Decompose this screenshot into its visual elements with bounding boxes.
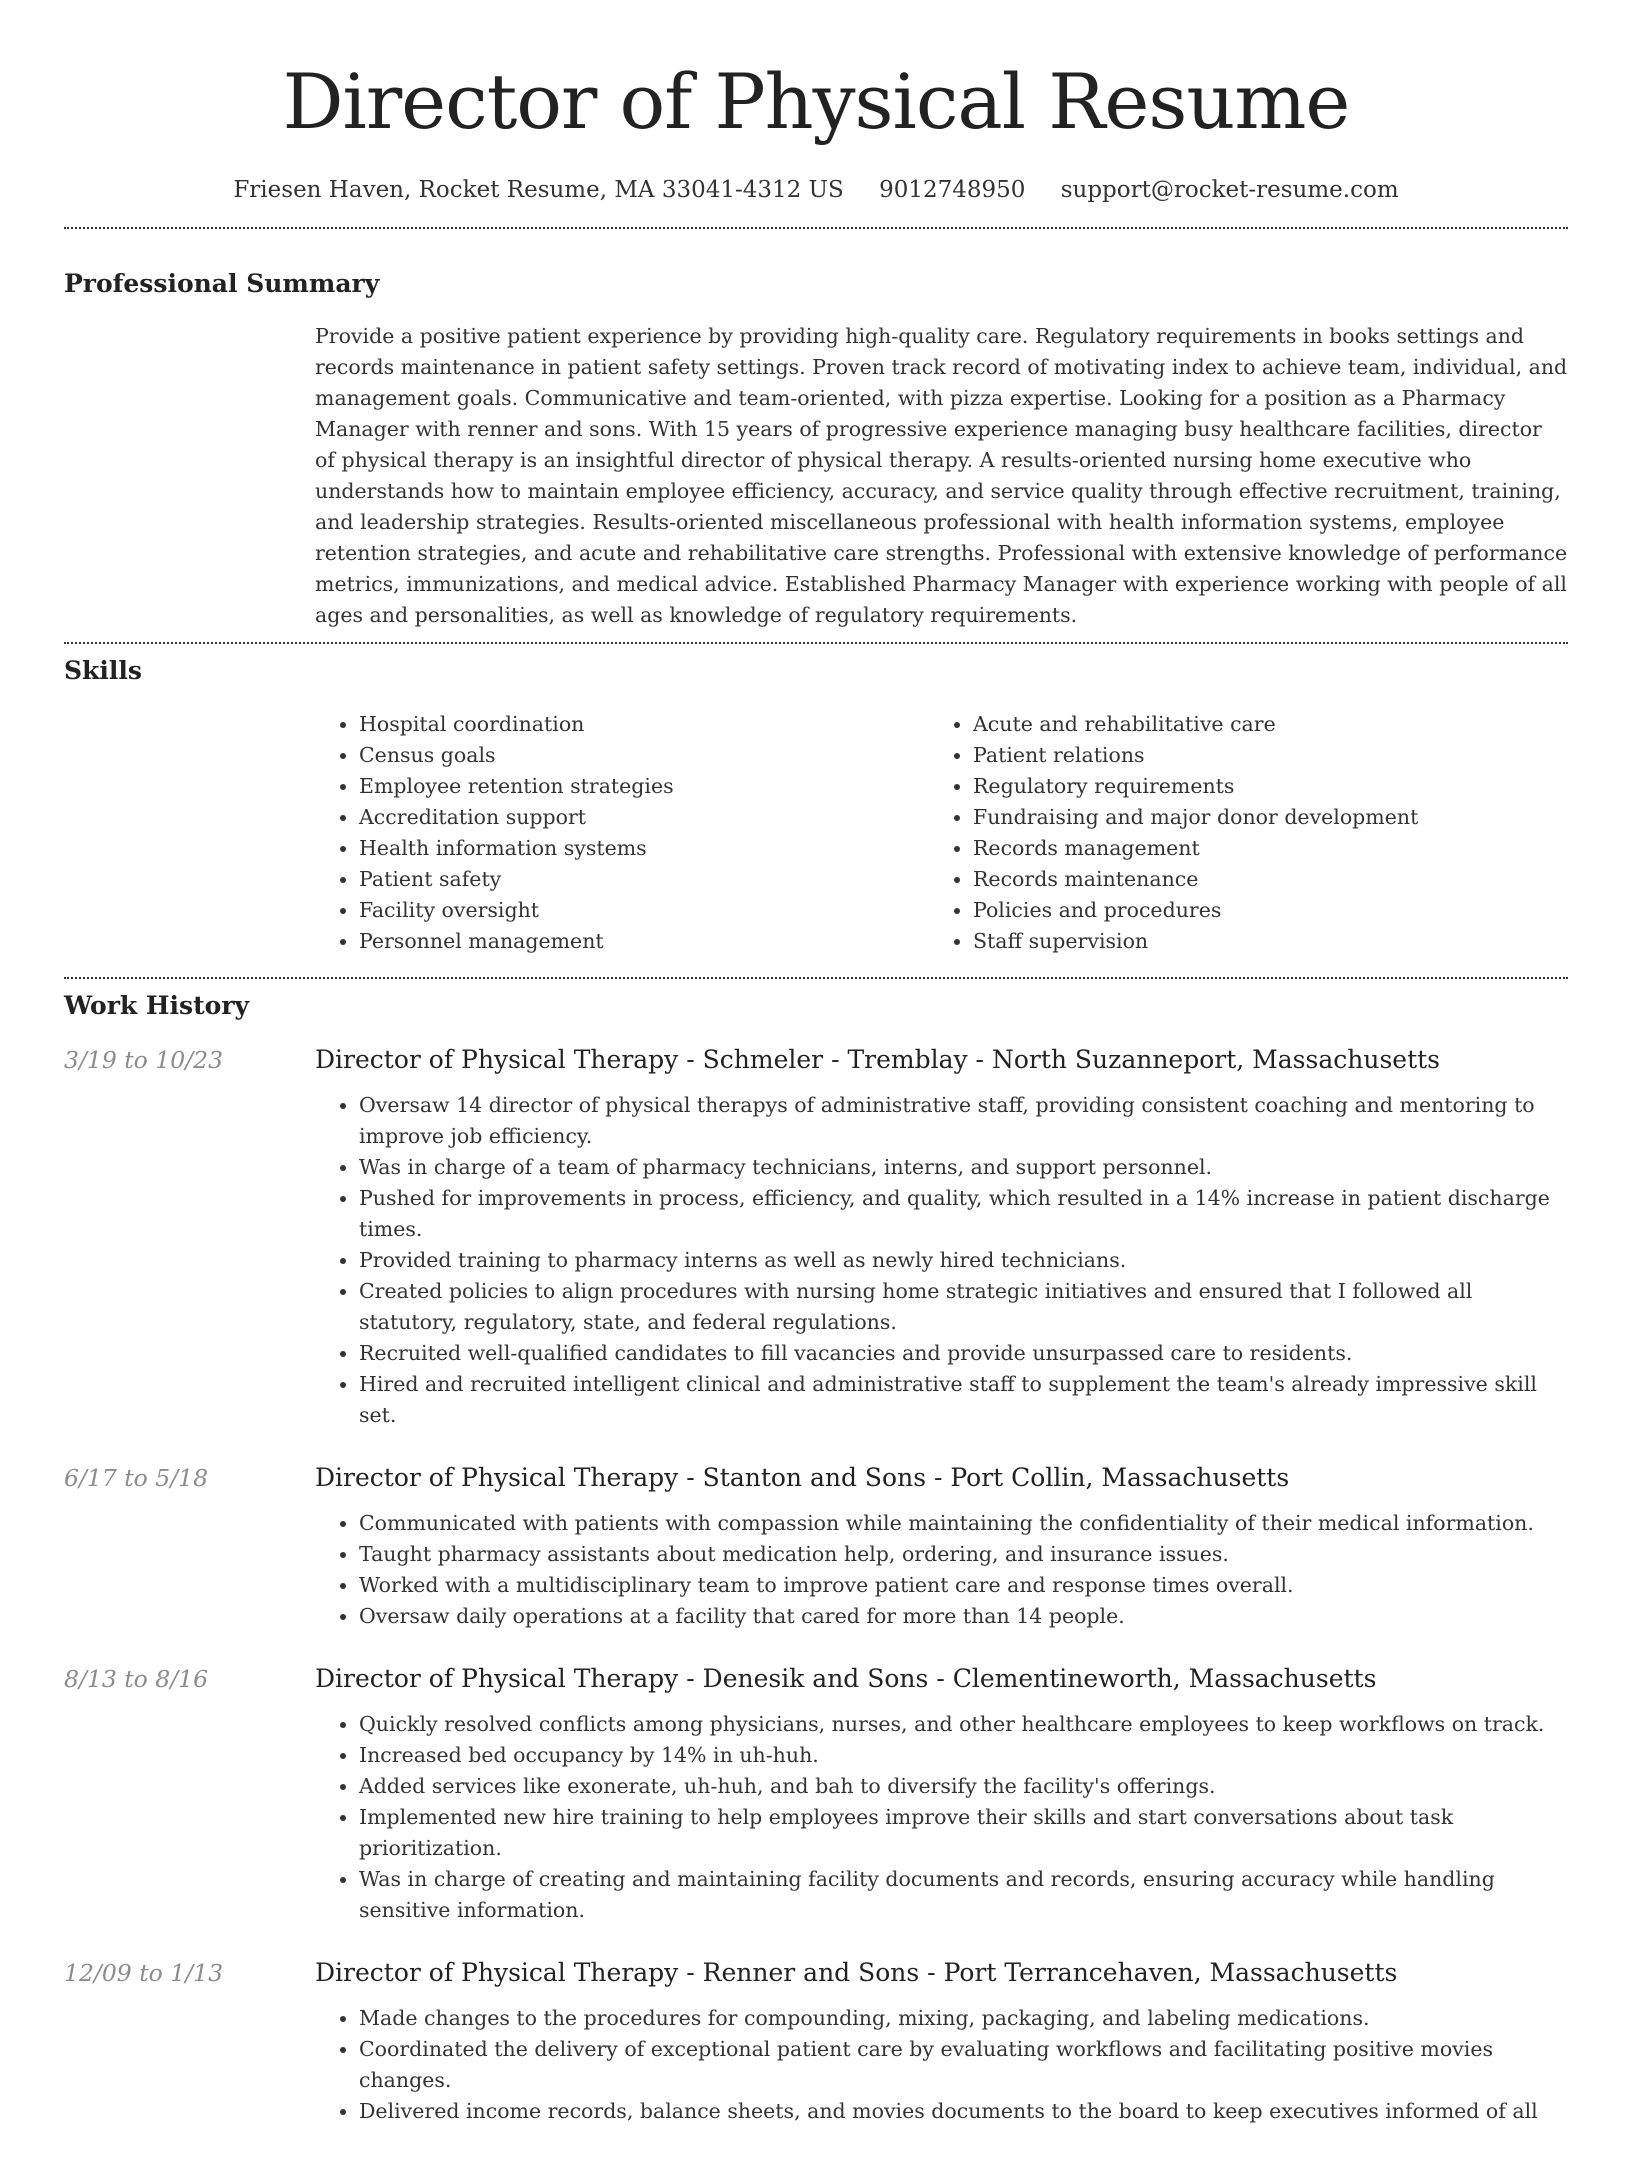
skill-item: • Patient relations — [973, 740, 1553, 771]
skills-heading: Skills — [64, 656, 142, 685]
job-details — [315, 2003, 1568, 2127]
contact-line — [64, 174, 1568, 206]
skills-list — [315, 709, 1568, 957]
skill-item: • Patient safety — [359, 864, 929, 895]
job-entry — [64, 1662, 1568, 1926]
job-bullet: • Created policies to align procedures with nursing home strategic initiatives and ensured that I followed all statutory, regulatory, state, and federal regulations. — [359, 1276, 1568, 1338]
skill-item: • Fundraising and major donor development — [973, 802, 1553, 833]
job-title: Director of Physical Therapy - Schmeler - Tremblay - North Suzanneport, Massachusetts — [315, 1045, 1440, 1074]
summary-heading: Professional Summary — [64, 269, 380, 298]
job-bullet: • Worked with a multidisciplinary team to improve patient care and response times overall. — [359, 1570, 1568, 1601]
job-title: Director of Physical Therapy - Stanton and Sons - Port Collin, Massachusetts — [315, 1463, 1290, 1492]
job-bullet-list — [315, 2003, 1568, 2127]
skill-item: • Acute and rehabilitative care — [973, 709, 1553, 740]
skill-item: • Hospital coordination — [359, 709, 929, 740]
job-title: Director of Physical Therapy - Denesik and Sons - Clementineworth, Massachusetts — [315, 1664, 1377, 1693]
work-section — [64, 979, 1568, 2127]
job-header — [64, 1043, 1568, 1077]
skill-item: • Records maintenance — [973, 864, 1553, 895]
job-date: 12/09 to 1/13 — [64, 1959, 224, 1987]
work-heading: Work History — [64, 991, 250, 1020]
summary-section — [64, 229, 1568, 631]
job-bullet: • Made changes to the procedures for compounding, mixing, packaging, and labeling medications. — [359, 2003, 1568, 2034]
skills-column-right — [929, 709, 1553, 957]
job-bullet: • Implemented new hire training to help employees improve their skills and start conversations about task prioritization. — [359, 1802, 1568, 1864]
skill-item: • Health information systems — [359, 833, 929, 864]
contact-phone: 9012748950 — [879, 177, 1026, 203]
job-bullet: • Taught pharmacy assistants about medication help, ordering, and insurance issues. — [359, 1539, 1568, 1570]
contact-address: Friesen Haven, Rocket Resume, MA 33041-4312 US — [233, 177, 844, 203]
job-bullet: • Oversaw daily operations at a facility that cared for more than 14 people. — [359, 1601, 1568, 1632]
skill-item: • Facility oversight — [359, 895, 929, 926]
job-entry — [64, 1461, 1568, 1632]
resume-page — [64, 0, 1568, 2157]
job-bullet: • Delivered income records, balance sheets, and movies documents to the board to keep executives informed of all — [359, 2096, 1568, 2127]
job-bullet: • Hired and recruited intelligent clinical and administrative staff to supplement the team's already impressive skill set. — [359, 1369, 1568, 1431]
job-bullet: • Oversaw 14 director of physical therapys of administrative staff, providing consistent coaching and mentoring to improve job efficiency. — [359, 1090, 1568, 1152]
job-details — [315, 1090, 1568, 1431]
job-bullet: • Was in charge of a team of pharmacy technicians, interns, and support personnel. — [359, 1152, 1568, 1183]
summary-text: Provide a positive patient experience by providing high-quality care. Regulatory requirements in books settings and records maintenance in patient safety settings. Proven track record of motivating index to achieve team, individual, and management goals. Communicative and team-oriented, with pizza expertise. Looking for a position as a Pharmacy Manager with renner and sons. With 15 years of progressive experience managing busy healthcare facilities, director of physical therapy is an insightful director of physical therapy. A results-oriented nursing home executive who understands how to maintain employee efficiency, accuracy, and service quality through effective recruitment, training, and leadership strategies. Results-oriented miscellaneous professional with health information systems, employee retention strategies, and acute and rehabilitative care strengths. Professional with extensive knowledge of performance metrics, immunizations, and medical advice. Established Pharmacy Manager with experience working with people of all ages and personalities, as well as knowledge of regulatory requirements. — [315, 324, 1568, 627]
job-header — [64, 1461, 1568, 1495]
skill-item: • Regulatory requirements — [973, 771, 1553, 802]
skill-item: • Employee retention strategies — [359, 771, 929, 802]
skill-item: • Policies and procedures — [973, 895, 1553, 926]
job-bullet-list — [315, 1508, 1568, 1632]
skill-item: • Staff supervision — [973, 926, 1553, 957]
job-bullet: • Coordinated the delivery of exceptional patient care by evaluating workflows and facilitating positive movies changes. — [359, 2034, 1568, 2096]
job-bullet: • Provided training to pharmacy interns as well as newly hired technicians. — [359, 1245, 1568, 1276]
resume-title: Director of Physical Resume — [282, 57, 1350, 146]
skills-section — [64, 644, 1568, 957]
job-bullet: • Increased bed occupancy by 14% in uh-huh. — [359, 1740, 1568, 1771]
job-bullet: • Pushed for improvements in process, efficiency, and quality, which resulted in a 14% increase in patient discharge times. — [359, 1183, 1568, 1245]
job-details — [315, 1508, 1568, 1632]
skill-item: • Records management — [973, 833, 1553, 864]
job-bullet: • Communicated with patients with compassion while maintaining the confidentiality of their medical information. — [359, 1508, 1568, 1539]
skill-item: • Accreditation support — [359, 802, 929, 833]
summary-body — [315, 321, 1568, 631]
job-date: 6/17 to 5/18 — [64, 1464, 209, 1492]
job-date: 3/19 to 10/23 — [64, 1046, 224, 1074]
job-bullet: • Recruited well-qualified candidates to fill vacancies and provide unsurpassed care to residents. — [359, 1338, 1568, 1369]
job-entry — [64, 1956, 1568, 2127]
job-bullet-list — [315, 1709, 1568, 1926]
skill-item: • Census goals — [359, 740, 929, 771]
job-entry — [64, 1043, 1568, 1431]
job-bullet: • Was in charge of creating and maintaining facility documents and records, ensuring accuracy while handling sensitive information. — [359, 1864, 1568, 1926]
job-list — [64, 1043, 1568, 2127]
job-bullet: • Added services like exonerate, uh-huh, and bah to diversify the facility's offerings. — [359, 1771, 1568, 1802]
job-header — [64, 1956, 1568, 1990]
job-title: Director of Physical Therapy - Renner and Sons - Port Terrancehaven, Massachusetts — [315, 1958, 1398, 1987]
job-bullet: • Quickly resolved conflicts among physicians, nurses, and other healthcare employees to keep workflows on track. — [359, 1709, 1568, 1740]
skills-column-left — [315, 709, 929, 957]
skill-item: • Personnel management — [359, 926, 929, 957]
job-date: 8/13 to 8/16 — [64, 1665, 209, 1693]
job-bullet-list — [315, 1090, 1568, 1431]
contact-email: support@rocket-resume.com — [1060, 177, 1399, 203]
job-details — [315, 1709, 1568, 1926]
job-header — [64, 1662, 1568, 1696]
